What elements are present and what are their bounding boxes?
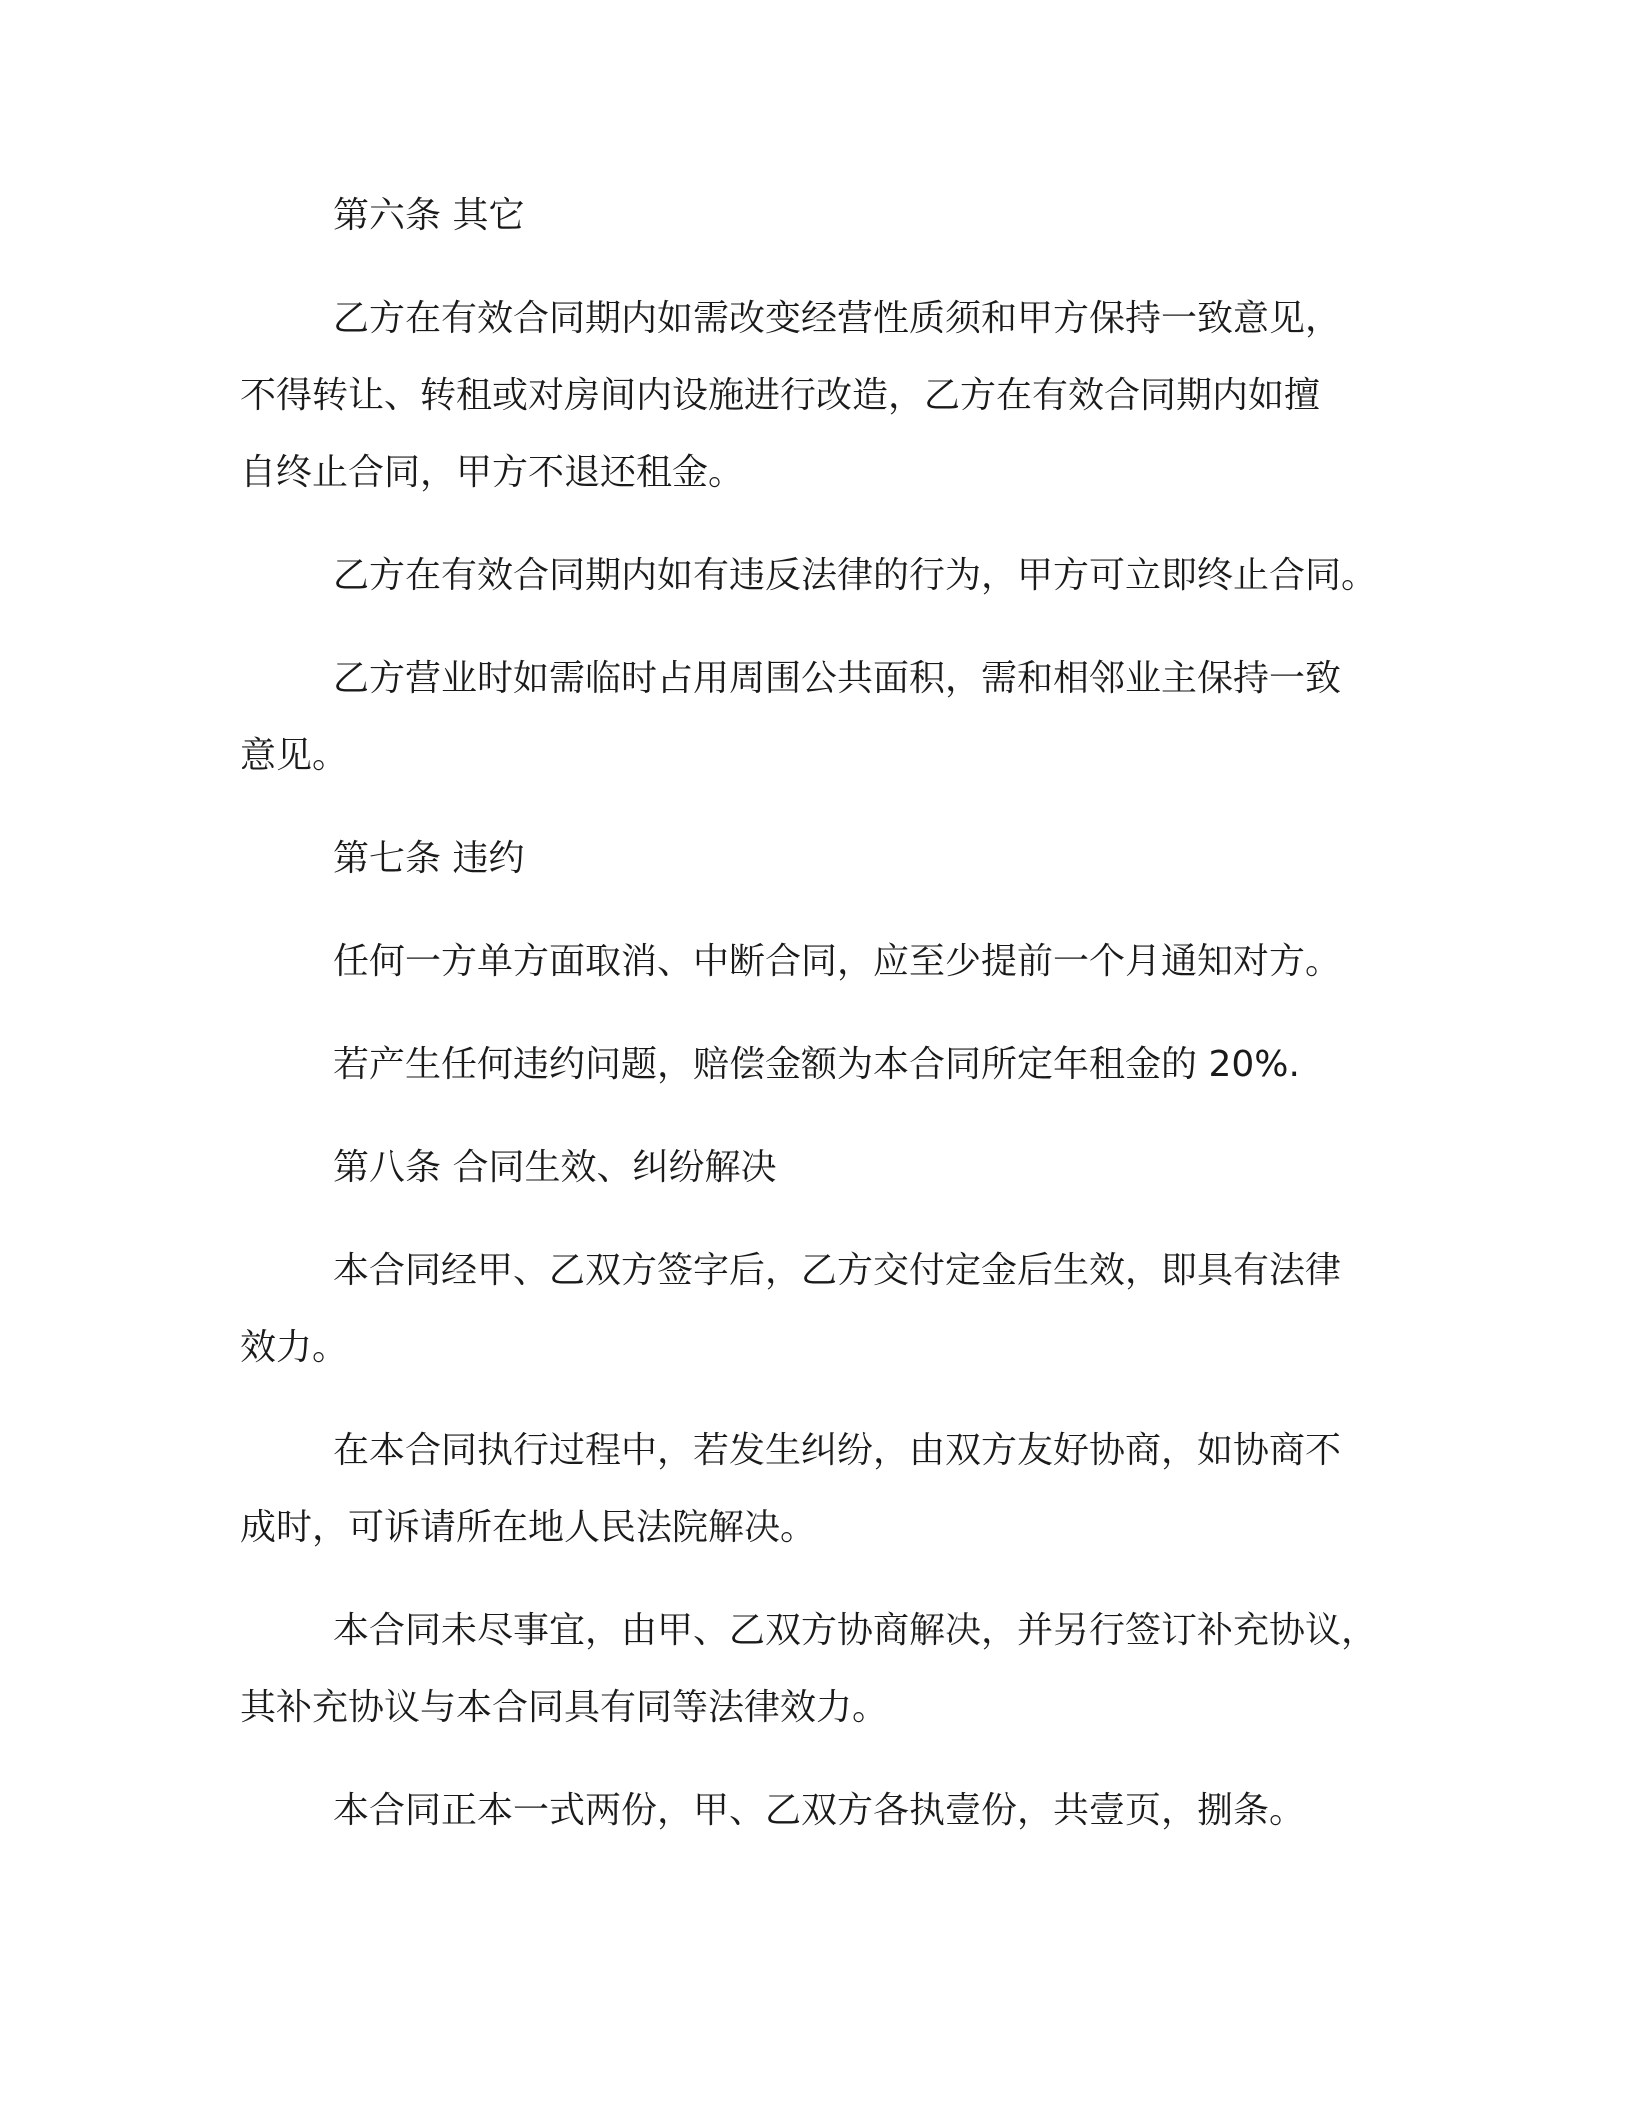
article-6-paragraph-1-line-1: 乙方在有效合同期内如需改变经营性质须和甲方保持一致意见， (333, 298, 1342, 339)
article-8-paragraph-3-line-1: 本合同未尽事宜，由甲、乙双方协商解决，并另行签订补充协议， (333, 1610, 1378, 1651)
article-8-paragraph-4: 本合同正本一式两份，甲、乙双方各执壹份，共壹页，捌条。 (333, 1790, 1306, 1831)
article-8-paragraph-2-line-2: 成时，可诉请所在地人民法院解决。 (240, 1507, 817, 1548)
article-6-paragraph-3-line-2: 意见。 (240, 735, 349, 776)
article-6-heading: 第六条 其它 (333, 195, 525, 236)
article-8-paragraph-1-line-2: 效力。 (240, 1327, 349, 1368)
article-8-paragraph-1-line-1: 本合同经甲、乙双方签字后，乙方交付定金后生效，即具有法律 (333, 1250, 1342, 1291)
article-7-paragraph-1: 任何一方单方面取消、中断合同，应至少提前一个月通知对方。 (333, 941, 1342, 982)
article-8-paragraph-3-line-2: 其补充协议与本合同具有同等法律效力。 (240, 1687, 889, 1728)
article-6-paragraph-1-line-2: 不得转让、转租或对房间内设施进行改造，乙方在有效合同期内如擅 (240, 375, 1321, 416)
article-8-heading: 第八条 合同生效、纠纷解决 (333, 1147, 777, 1188)
article-6-paragraph-3-line-1: 乙方营业时如需临时占用周围公共面积，需和相邻业主保持一致 (333, 658, 1342, 699)
article-7-paragraph-2: 若产生任何违约问题，赔偿金额为本合同所定年租金的 20%. (333, 1044, 1300, 1085)
article-8-paragraph-2-line-1: 在本合同执行过程中，若发生纠纷，由双方友好协商，如协商不 (333, 1430, 1342, 1471)
article-6-paragraph-1-line-3: 自终止合同，甲方不退还租金。 (240, 452, 745, 493)
article-6-paragraph-2: 乙方在有效合同期内如有违反法律的行为，甲方可立即终止合同。 (333, 555, 1378, 596)
article-7-heading: 第七条 违约 (333, 838, 525, 879)
